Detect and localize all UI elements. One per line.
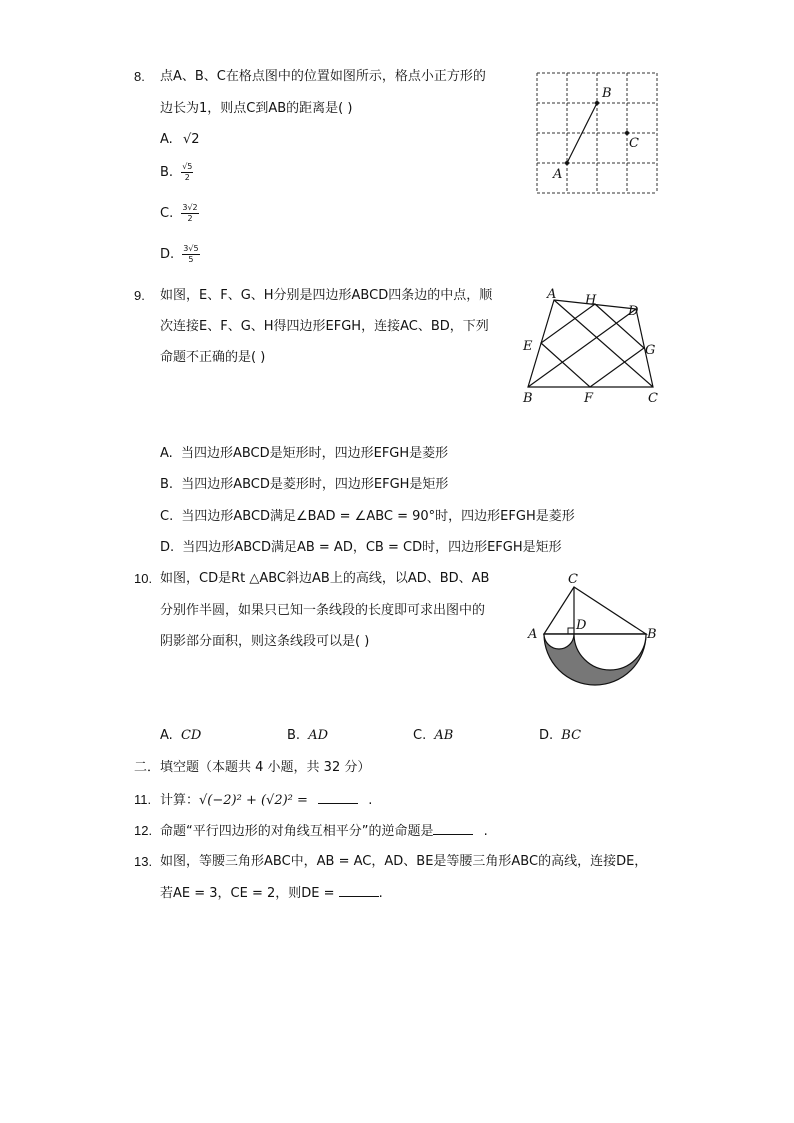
q10-option-c-text: AB (434, 728, 454, 743)
q9-number: 9. (134, 288, 145, 303)
q8-option-d-letter: D. (160, 247, 175, 262)
q10-semicircle-figure (524, 570, 664, 688)
label-a: A (528, 627, 538, 642)
label-b: B (647, 627, 657, 642)
q11-body (160, 793, 372, 807)
q8-option-c-denominator: 2 (187, 214, 193, 223)
q8-option-d-fraction (182, 245, 199, 264)
q9-option-a-text: 当四边形ABCD是矩形时，四边形EFGH是菱形 (180, 446, 449, 461)
q8-option-d-denominator: 5 (188, 255, 194, 264)
diagonal-bd (528, 309, 636, 387)
q13-text-line1: 如图，等腰三角形ABC中，AB = AC，AD、BE是等腰三角形ABC的高线，连接DE， (160, 854, 648, 869)
q10-option-d-text: BC (561, 728, 582, 743)
q9-text-line3: 命题不正确的是( ) (160, 350, 266, 365)
q10-number: 10. (134, 571, 153, 586)
q10-option-c-letter: C. (413, 728, 427, 743)
label-f: F (584, 391, 594, 406)
q8-option-d[interactable] (160, 245, 200, 264)
q10-option-b[interactable] (287, 729, 328, 742)
label-e: E (523, 339, 533, 354)
label-h: H (585, 293, 597, 308)
q8-option-a[interactable] (160, 133, 200, 146)
q8-option-b-denominator: 2 (184, 173, 190, 182)
label-c: C (648, 391, 658, 406)
q12-answer-blank[interactable] (433, 824, 473, 835)
q8-option-b-letter: B. (160, 165, 174, 180)
q10-text-line2: 分别作半圆，如果只已知一条线段的长度即可求出图中的 (160, 603, 486, 618)
q11-prefix: 计算： (160, 793, 200, 808)
q8-option-b[interactable] (160, 163, 193, 182)
q8-option-a-value: √2 (182, 132, 200, 147)
q8-option-d-numerator: 3√5 (183, 244, 199, 253)
q10-text-line1: 如图，CD是Rt △ABC斜边AB上的高线，以AD、BD、AB (160, 571, 490, 586)
q9-option-b[interactable] (160, 478, 448, 491)
q10-option-a-letter: A. (160, 728, 173, 743)
q13-period: . (378, 886, 383, 901)
q13-answer-blank[interactable] (339, 886, 379, 897)
point-a (565, 161, 569, 165)
q8-text-line2: 边长为1，则点C到AB的距离是( ) (160, 101, 353, 116)
q12-period: . (483, 824, 488, 839)
q12-number: 12. (134, 823, 153, 838)
q10-option-d-letter: D. (539, 728, 554, 743)
label-a: A (553, 167, 563, 182)
label-a: A (547, 287, 557, 302)
q9-option-c-letter: C. (160, 509, 174, 524)
label-b: B (602, 86, 612, 101)
q9-option-d[interactable] (160, 541, 562, 554)
q10-option-a[interactable] (160, 729, 201, 742)
q9-option-c-text: 当四边形ABCD满足∠BAD = ∠ABC = 90°时，四边形EFGH是菱形 (181, 509, 575, 524)
q11-period: . (368, 793, 373, 808)
point-b (595, 101, 599, 105)
q10-option-a-text: CD (180, 728, 202, 743)
label-c: C (629, 136, 639, 151)
q8-text-line1: 点A、B、C在格点图中的位置如图所示，格点小正方形的 (160, 69, 486, 84)
q11-number: 11. (134, 792, 152, 807)
section-heading: 二．填空题（本题共 4 小题，共 32 分） (134, 760, 371, 775)
q8-option-c-fraction (181, 204, 198, 223)
q9-option-c[interactable] (160, 510, 575, 523)
q10-text-line3: 阴影部分面积，则这条线段可以是( ) (160, 634, 370, 649)
q8-option-c-letter: C. (160, 206, 174, 221)
triangle-abc (544, 587, 646, 634)
q9-option-a[interactable] (160, 447, 448, 460)
q10-option-b-text: AD (308, 728, 329, 743)
q9-text-line1: 如图，E、F、G、H分别是四边形ABCD四条边的中点，顺 (160, 288, 493, 303)
q11-expression: √(−2)² + (√2)² = (199, 793, 308, 808)
q9-option-b-letter: B. (160, 477, 174, 492)
point-c (625, 131, 629, 135)
q9-quadrilateral-figure (518, 286, 668, 404)
q10-option-c[interactable] (413, 729, 453, 742)
q12-body (160, 824, 488, 838)
q8-option-a-letter: A. (160, 132, 173, 147)
q11-answer-blank[interactable] (318, 793, 358, 804)
q10-option-d[interactable] (539, 729, 581, 742)
label-g: G (645, 343, 656, 358)
q13-text-line2: 若AE = 3，CE = 2，则DE = (160, 886, 335, 901)
q8-grid-figure (530, 66, 670, 202)
q13-number: 13. (134, 854, 153, 869)
q8-option-c[interactable] (160, 204, 199, 223)
q13-text-line2-wrap (160, 886, 383, 900)
q9-text-line2: 次连接E、F、G、H得四边形EFGH，连接AC、BD，下列 (160, 319, 489, 334)
q8-option-b-fraction (181, 163, 193, 182)
q8-option-b-numerator: √5 (182, 162, 193, 171)
right-angle-mark (568, 628, 574, 634)
q9-option-a-letter: A. (160, 446, 173, 461)
q9-option-d-letter: D. (160, 540, 175, 555)
q8-option-c-numerator: 3√2 (182, 203, 198, 212)
q10-option-b-letter: B. (287, 728, 301, 743)
label-d: D (576, 618, 587, 633)
label-d: D (628, 304, 639, 319)
label-b: B (523, 391, 533, 406)
q9-option-d-text: 当四边形ABCD满足AB = AD，CB = CD时，四边形EFGH是矩形 (182, 540, 562, 555)
q8-number: 8. (134, 69, 145, 84)
q12-text: 命题“平行四边形的对角线互相平分”的逆命题是 (160, 824, 434, 839)
label-c: C (568, 572, 578, 587)
q9-option-b-text: 当四边形ABCD是菱形时，四边形EFGH是矩形 (181, 477, 449, 492)
